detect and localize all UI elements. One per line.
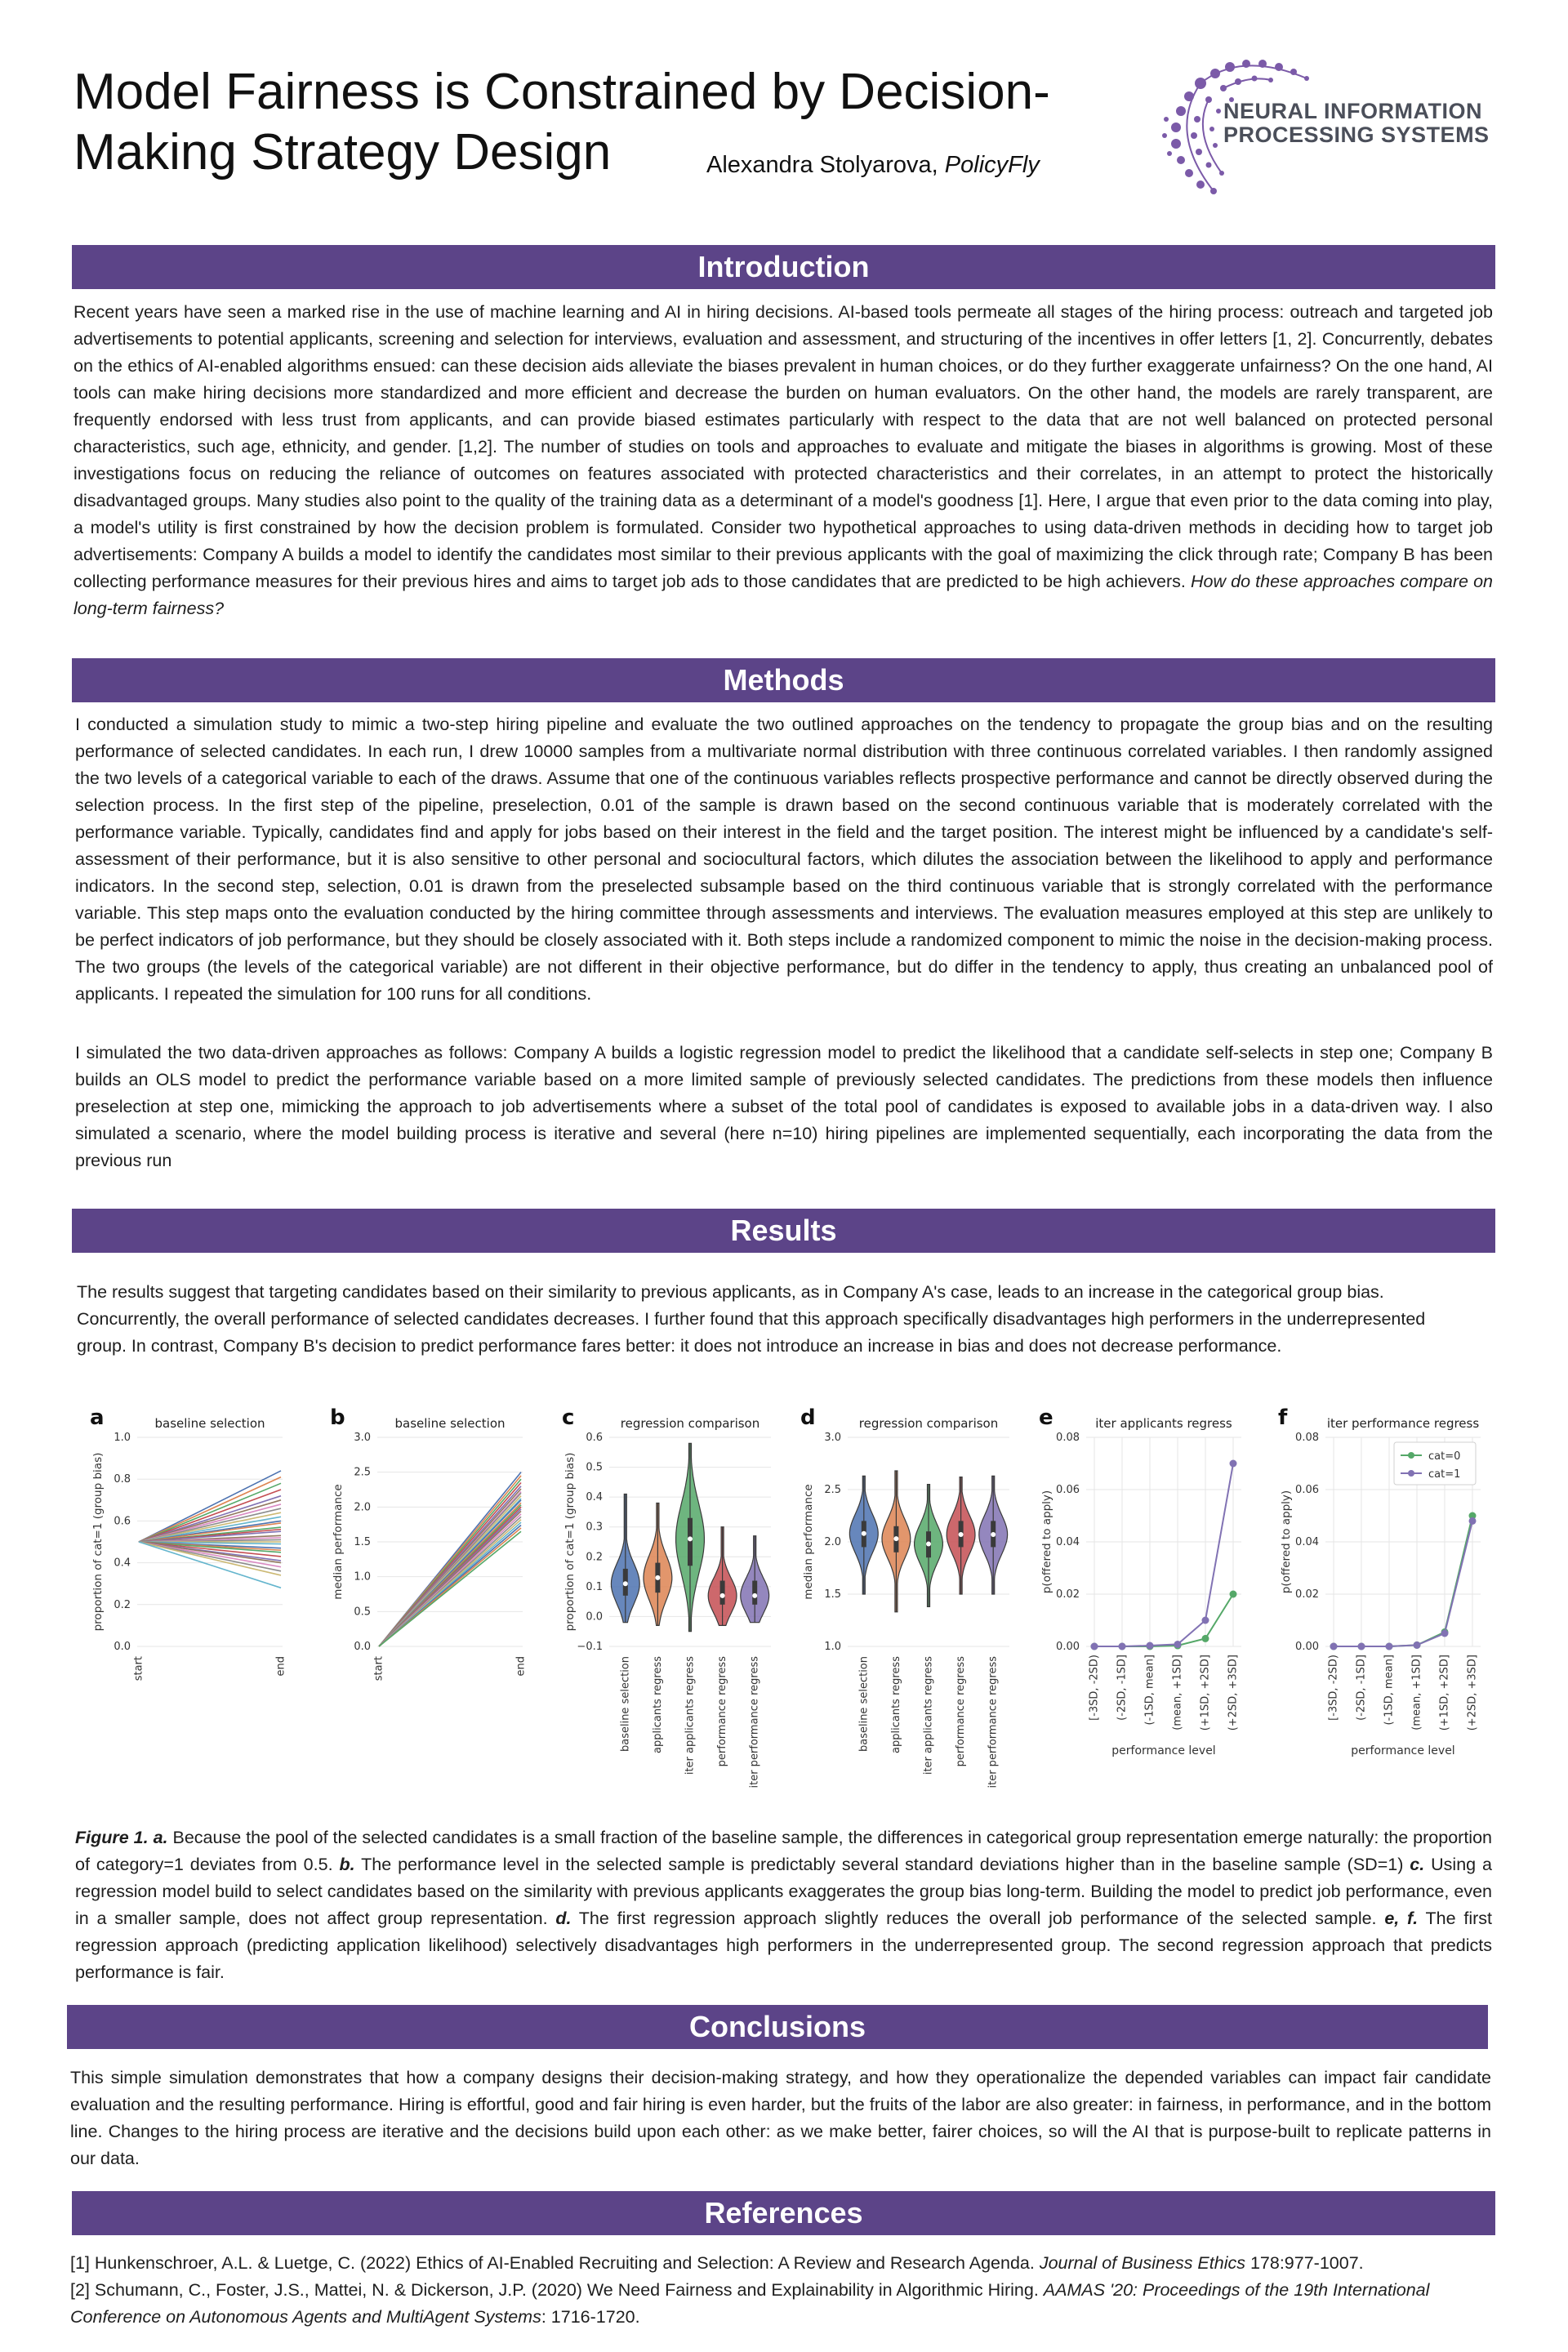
- y-tick-label-f: 0.02: [1295, 1588, 1319, 1601]
- section-header-results: Results: [72, 1209, 1495, 1253]
- y-tick-label-b: 1.0: [354, 1570, 371, 1584]
- y-tick-label-f: 0.00: [1295, 1641, 1319, 1653]
- violin-median-c: [623, 1581, 628, 1586]
- y-tick-label-e: 0.00: [1056, 1641, 1080, 1653]
- author-line: [706, 152, 1040, 179]
- x-tick-label-f: (-2SD, -1SD]: [1355, 1655, 1368, 1721]
- x-tick-label-a: end: [274, 1656, 287, 1677]
- introduction-body: Recent years have seen a marked rise in the use of machine learning and AI in hiring decisions. AI-based tools permeate all stages of the hiring process: outreach and targeted job advertisements to potential applicants, screening and selection for interviews, evaluation and assessment, and structuring of the incentives in offer letters [1, 2]. Concurrently, debates on the ethics of AI-enabled algorithms ensued: can these decision aids alleviate the biases prevalent in human choices, or do they further exaggerate unfairness? On the one hand, AI tools can make hiring decisions more standardized and more efficient and decrease the burden on human evaluators. On the other hand, the models are rarely transparent, are frequently endorsed with less trust from applicants, and can provide biased estimates particularly with respect to the data that are not well balanced on protected personal characteristics, such age, ethnicity, and gender. [1,2]. The number of studies on tools and approaches to evaluate and mitigate the biases in algorithms is growing. Most of these investigations focus on reducing the reliance of outcomes on features associated with protected characteristics and their correlates, in an attempt to protect the historically disadvantaged groups. Many studies also point to the quality of the training data as a determinant of a model's goodness [1]. Here, I argue that even prior to the data coming into play, a model's utility is first constrained by how the decision problem is formulated. Consider two hypothetical approaches to using data-driven methods in deciding how to target job advertisements: Company A builds a model to identify the candidates most similar to their previous applicants with the goal of maximizing the click through rate; Company B has been collecting performance measures for their previous hires and aims to target job ads to those candidates that are predicted to be high achievers.: [74, 302, 1493, 591]
- series-point-e: [1147, 1642, 1154, 1650]
- violin-median-d: [926, 1542, 931, 1547]
- reference-1-end: 178:977-1007.: [1245, 2253, 1364, 2273]
- x-tick-label-d: iter applicants regress: [922, 1656, 935, 1775]
- legend-marker-f: [1408, 1470, 1414, 1477]
- section-header-introduction: Introduction: [72, 245, 1495, 289]
- y-tick-label-c: 0.0: [586, 1610, 603, 1624]
- series-point-f: [1469, 1517, 1477, 1525]
- panel-title-c: regression comparison: [620, 1416, 760, 1431]
- y-tick-label-b: 2.5: [354, 1466, 371, 1479]
- y-tick-label-d: 1.5: [824, 1588, 841, 1601]
- violin-median-c: [655, 1575, 660, 1580]
- panel-title-b: baseline selection: [394, 1416, 506, 1431]
- x-tick-label-f: (mean, +1SD]: [1410, 1655, 1423, 1731]
- methods-paragraph-2: I simulated the two data-driven approaches as follows: Company A builds a logistic regression model to predict the likelihood that a candidate self-selects in step one; Company B builds an OLS model to predict the performance variable based on a more limited sample of previously selected candidates. The predictions from these models then influence preselection at step one, mimicking the approach to job advertisements where a subset of the total pool of candidates is exposed to available jobs in a data-driven way. I also simulated a scenario, where the model building process is iterative and several (here n=10) hiring pipelines are implemented sequentially, each incorporating the data from the previous run: [75, 1043, 1493, 1170]
- title-line-2: Making Strategy Design: [74, 124, 612, 180]
- y-tick-label-a: 1.0: [114, 1432, 131, 1444]
- x-tick-label-d: iter performance regress: [987, 1656, 1000, 1788]
- series-point-e: [1119, 1643, 1126, 1650]
- logo-text: [1223, 100, 1490, 147]
- violin-median-c: [752, 1593, 757, 1598]
- reference-1-text: [1] Hunkenschroer, A.L. & Luetge, C. (2022) Ethics of AI-Enabled Recruiting and Selection: A Review and Research Agenda.: [70, 2253, 1040, 2273]
- y-tick-label-f: 0.08: [1295, 1432, 1319, 1444]
- x-tick-label-e: (+1SD, +2SD]: [1199, 1655, 1212, 1731]
- series-point-f: [1330, 1643, 1338, 1650]
- caption-b: The performance level in the selected sample is predictably several standard deviations higher than in the baseline sample (SD=1): [354, 1855, 1410, 1874]
- references-list: [70, 2250, 1499, 2331]
- x-tick-label-e: [-3SD, -2SD): [1088, 1655, 1101, 1721]
- caption-fig-label: Figure 1. a.: [75, 1828, 168, 1847]
- reference-1-journal: Journal of Business Ethics: [1039, 2253, 1245, 2273]
- violin-box-c: [752, 1581, 757, 1605]
- y-tick-label-a: 0.0: [114, 1641, 131, 1653]
- figure-caption: [75, 1824, 1492, 1986]
- violin-box-c: [720, 1581, 725, 1605]
- series-point-e: [1202, 1635, 1209, 1642]
- y-axis-label-a: proportion of cat=1 (group bias): [91, 1452, 105, 1632]
- results-text: The results suggest that targeting candidates based on their similarity to previous applicants, as in Company A's case, leads to an increase in the categorical group bias. Concurrently, the overall performance of selected candidates decreases. I further found that this approach specifically disadvantages high performers in the underrepresented group. In contrast, Company B's decision to predict performance fares better: it does not introduce an increase in bias and does not decrease performance.: [77, 1282, 1426, 1356]
- series-point-e: [1091, 1643, 1098, 1650]
- caption-ef: The first regression approach (predicting application likelihood) selectively disadvantages high performers in the underrepresented group. The second regression approach that predicts performance is fair.: [75, 1909, 1492, 1982]
- caption-d-label: d.: [555, 1909, 572, 1928]
- figure-1-svg: [0, 1405, 1568, 1821]
- x-tick-label-d: performance regress: [955, 1656, 968, 1767]
- x-tick-label-e: (mean, +1SD]: [1171, 1655, 1184, 1731]
- series-point-f: [1386, 1643, 1393, 1650]
- author-affiliation: PolicyFly: [944, 152, 1040, 178]
- y-tick-label-f: 0.06: [1295, 1484, 1319, 1496]
- y-tick-label-b: 2.0: [354, 1501, 371, 1514]
- violin-median-c: [720, 1593, 725, 1598]
- y-tick-label-a: 0.8: [114, 1473, 131, 1486]
- y-tick-label-b: 0.0: [354, 1641, 371, 1653]
- y-tick-label-a: 0.2: [114, 1598, 131, 1611]
- reference-2: [70, 2277, 1499, 2331]
- x-tick-label-c: applicants regress: [651, 1656, 664, 1753]
- panel-letter-c: c: [562, 1405, 575, 1430]
- y-tick-label-d: 2.0: [824, 1536, 841, 1548]
- title-line-1: Model Fairness is Constrained by Decision-: [74, 64, 1050, 120]
- y-axis-label-b: median performance: [332, 1484, 345, 1600]
- x-tick-label-f: (-1SD, mean]: [1383, 1655, 1396, 1726]
- series-point-e: [1174, 1641, 1182, 1648]
- x-axis-label-f: performance level: [1351, 1744, 1455, 1757]
- x-tick-label-c: performance regress: [716, 1656, 729, 1767]
- y-tick-label-d: 3.0: [824, 1432, 841, 1444]
- introduction-text: [74, 299, 1493, 622]
- y-axis-label-c: proportion of cat=1 (group bias): [564, 1452, 577, 1632]
- y-tick-label-b: 3.0: [354, 1432, 371, 1444]
- legend-label-f: cat=0: [1428, 1450, 1461, 1463]
- y-tick-label-c: 0.3: [586, 1521, 603, 1534]
- caption-c: Using a regression model build to select candidates based on the similarity with previous applicants exaggerates the group bias long-term. Building the model to predict job performance, even in a smaller sample, does not affect group representation.: [75, 1855, 1493, 1928]
- methods-paragraph-1: I conducted a simulation study to mimic a two-step hiring pipeline and evaluate the two outlined approaches on the tendency to propagate the group bias and on the resulting performance of selected candidates. In each run, I drew 10000 samples from a multivariate normal distribution with three continuous correlated variables. I then randomly assigned the two levels of a categorical variable to each of the draws. Assume that one of the continuous variables reflects prospective performance and cannot be directly observed during the selection process. In the first step of the pipeline, preselection, 0.01 of the sample is drawn based on the second continuous variable that is moderately correlated with the performance variable. Typically, candidates find and apply for jobs based on their interest in the field and the target position. The interest might be influenced by a candidate's self-assessment of their performance, but it is also sensitive to other personal and sociocultural factors, which dilutes the association between the likelihood to apply and performance indicators. In the second step, selection, 0.01 is drawn from the preselected subsample based on the third continuous variable that is strongly correlated with the performance variable. This step maps onto the evaluation conducted by the hiring committee through assessments and interviews. The evaluation measures employed at this step are unlikely to be perfect indicators of job performance, but they should be closely associated with it. Both steps include a randomized component to mimic the noise in the decision-making process. The two groups (the levels of the categorical variable) are not different in their objective performance, but do differ in the tendency to apply, thus creating an unbalanced pool of applicants. I repeated the simulation for 100 runs for all conditions.: [75, 715, 1493, 1004]
- x-axis-label-e: performance level: [1111, 1744, 1216, 1757]
- y-tick-label-e: 0.06: [1056, 1484, 1080, 1496]
- y-axis-label-f: p(offered to apply): [1280, 1490, 1293, 1594]
- panel-title-f: iter performance regress: [1326, 1416, 1480, 1431]
- panel-letter-d: d: [800, 1405, 816, 1430]
- panel-letter-f: f: [1278, 1405, 1288, 1430]
- x-tick-label-e: (-2SD, -1SD]: [1116, 1655, 1129, 1721]
- y-tick-label-d: 1.0: [824, 1641, 841, 1653]
- reference-2-end: : 1716-1720.: [541, 2307, 640, 2327]
- y-tick-label-c: 0.2: [586, 1551, 603, 1564]
- series-point-f: [1414, 1642, 1421, 1649]
- violin-median-d: [959, 1532, 964, 1537]
- author-name: Alexandra Stolyarova,: [706, 152, 945, 178]
- x-tick-label-b: start: [372, 1656, 385, 1682]
- introduction-question: How do these approaches compare on long-term fairness?: [74, 572, 1494, 618]
- violin-box-c: [688, 1518, 693, 1566]
- section-header-methods: Methods: [72, 658, 1495, 702]
- x-tick-label-c: iter performance regress: [748, 1656, 761, 1788]
- caption-c-label: c.: [1410, 1855, 1425, 1874]
- panel-title-d: regression comparison: [858, 1416, 999, 1431]
- caption-ef-label: e, f.: [1384, 1909, 1419, 1928]
- y-tick-label-c: 0.4: [586, 1491, 603, 1504]
- y-tick-label-e: 0.08: [1056, 1432, 1080, 1444]
- y-tick-label-f: 0.04: [1295, 1536, 1319, 1548]
- series-point-e: [1230, 1460, 1237, 1468]
- y-tick-label-c: 0.1: [586, 1580, 603, 1593]
- x-tick-label-f: (+2SD, +3SD]: [1466, 1655, 1479, 1731]
- y-tick-label-e: 0.04: [1056, 1536, 1080, 1548]
- x-tick-label-d: baseline selection: [858, 1656, 871, 1753]
- y-tick-label-c: 0.6: [586, 1432, 603, 1444]
- figure-1: [0, 1405, 1568, 1821]
- panel-title-e: iter applicants regress: [1095, 1416, 1232, 1431]
- legend-marker-f: [1408, 1452, 1414, 1459]
- caption-b-label: b.: [339, 1855, 355, 1874]
- y-tick-label-e: 0.02: [1056, 1588, 1080, 1601]
- x-tick-label-c: baseline selection: [619, 1656, 632, 1753]
- caption-d: The first regression approach slightly reduces the overall job performance of the selected sample.: [571, 1909, 1385, 1928]
- section-header-conclusions: Conclusions: [67, 2005, 1488, 2049]
- x-tick-label-b: end: [514, 1656, 528, 1677]
- conclusions-text: This simple simulation demonstrates that how a company designs their decision-making strategy, and how they operationalize the depended variables can impact fair candidate evaluation and the resulting performance. Hiring is effortful, good and fair hiring is even harder, but the fruits of the labor are also greater: in fairness, in performance, and in the bottom line. Changes to the hiring process are iterative and the decisions build upon each other: as we make better, fairer choices, so will the AI that is purpose-built to replicate patterns in our data.: [70, 2068, 1491, 2168]
- y-tick-label-c: −0.1: [577, 1641, 603, 1653]
- y-tick-label-b: 0.5: [354, 1606, 371, 1619]
- violin-median-d: [893, 1536, 898, 1541]
- panel-letter-a: a: [90, 1405, 105, 1430]
- series-point-f: [1358, 1643, 1365, 1650]
- logo-line-1: NEURAL INFORMATION: [1223, 99, 1482, 123]
- reference-2-text: [2] Schumann, C., Foster, J.S., Mattei, N. & Dickerson, J.P. (2020) We Need Fairness and Explainability in Algorithmic Hiring.: [70, 2280, 1044, 2300]
- x-tick-label-a: start: [132, 1656, 145, 1682]
- reference-2-venue: AAMAS '20: Proceedings of the 19th International Conference on Autonomous Agents and MultiAgent Systems: [70, 2280, 1430, 2327]
- y-axis-label-e: p(offered to apply): [1040, 1490, 1054, 1594]
- y-tick-label-a: 0.4: [114, 1557, 131, 1570]
- caption-a: Because the pool of the selected candidates is a small fraction of the baseline sample, the differences in categorical group representation emerge naturally: the proportion of category=1 deviates from 0.5.: [75, 1828, 1492, 1874]
- x-tick-label-f: [-3SD, -2SD): [1327, 1655, 1340, 1721]
- series-point-e: [1230, 1591, 1237, 1598]
- section-header-references: References: [72, 2191, 1495, 2235]
- panel-letter-b: b: [330, 1405, 345, 1430]
- series-point-e: [1202, 1617, 1209, 1624]
- panel-title-a: baseline selection: [154, 1416, 265, 1431]
- x-tick-label-f: (+1SD, +2SD]: [1438, 1655, 1451, 1731]
- x-tick-label-e: (-1SD, mean]: [1143, 1655, 1156, 1726]
- x-tick-label-e: (+2SD, +3SD]: [1227, 1655, 1240, 1731]
- y-tick-label-a: 0.6: [114, 1515, 131, 1528]
- violin-median-d: [862, 1531, 866, 1536]
- y-tick-label-b: 1.5: [354, 1536, 371, 1548]
- legend-label-f: cat=1: [1428, 1468, 1461, 1481]
- reference-1: [70, 2250, 1499, 2277]
- violin-median-d: [991, 1532, 996, 1537]
- logo-line-2: PROCESSING SYSTEMS: [1223, 122, 1490, 147]
- series-point-f: [1441, 1630, 1449, 1637]
- panel-letter-e: e: [1039, 1405, 1054, 1430]
- violin-median-c: [688, 1536, 693, 1541]
- y-axis-label-d: median performance: [802, 1484, 815, 1600]
- x-tick-label-d: applicants regress: [889, 1656, 902, 1753]
- y-tick-label-c: 0.5: [586, 1461, 603, 1474]
- y-tick-label-d: 2.5: [824, 1484, 841, 1496]
- x-tick-label-c: iter applicants regress: [684, 1656, 697, 1775]
